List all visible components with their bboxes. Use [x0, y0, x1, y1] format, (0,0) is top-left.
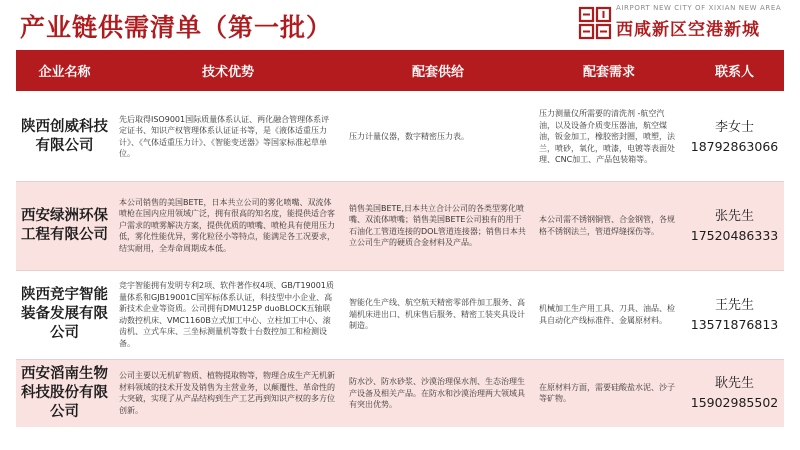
logo-chinese-text: 西咸新区空港新城	[616, 20, 760, 40]
company-name: 西安滔南生物科技股份有限公司	[16, 359, 113, 427]
column-header-supply: 配套供给	[343, 50, 533, 92]
table-row	[16, 181, 784, 270]
contact-cell	[685, 181, 784, 270]
supply-demand-table-container	[16, 50, 784, 427]
company-name: 陕西创威科技有限公司	[16, 92, 113, 181]
table-row	[16, 270, 784, 359]
supply-demand-table	[16, 50, 784, 427]
table-header-row	[16, 50, 784, 92]
contact-name: 张先生	[714, 208, 754, 224]
supply-offer: 智能化生产线、航空航天精密零部件加工服务、高端机床进出口、机床售后服务、精密工装夹具设计制造。	[343, 270, 533, 359]
supply-demand: 机械加工生产用工具、刀具、油品、检具自动化产线标准件、金属原材料。	[533, 270, 685, 359]
company-name: 西安绿洲环保工程有限公司	[16, 181, 113, 270]
company-name: 陕西竞宇智能装备发展有限公司	[16, 270, 113, 359]
tech-advantage: 竞宇智能拥有发明专利2项、软件著作权4项、GB/T19001质量体系和GJB19001C国军标体系认证，科技型中小企业、高新技术企业等资质。公司拥有DMU125P duoBLOCK五轴联动数控机床、VMC1160B立式加工中心、立柱加工中心、滚齿机、立式车床、三坐标测量机等数十台数控加工和检测设备。	[113, 270, 343, 359]
brand-logo	[578, 2, 788, 46]
page-header	[0, 0, 800, 50]
contact-phone: 15902985502	[690, 395, 779, 411]
supply-offer: 压力计量仪器，数字精密压力表。	[343, 92, 533, 181]
table-row	[16, 359, 784, 427]
column-header-contact: 联系人	[685, 50, 784, 92]
contact-phone: 18792863066	[690, 138, 779, 154]
page-title: 产业链供需清单（第一批）	[20, 13, 333, 42]
contact-phone: 13571876813	[690, 316, 779, 332]
contact-cell	[685, 359, 784, 427]
supply-offer: 销售美国BETE,日本共立合计公司的各类型雾化喷嘴、双流体喷嘴；销售美国BETE公司独有的用于石油化工管道连接的DOL管道连接器；销售日本共立公司生产的硬质合金材料及产品。	[343, 181, 533, 270]
contact-name: 王先生	[714, 297, 754, 313]
column-header-demand: 配套需求	[533, 50, 685, 92]
contact-cell	[685, 92, 784, 181]
contact-name: 耿先生	[714, 376, 754, 392]
contact-phone: 17520486333	[690, 227, 779, 243]
logo-mark-icon	[578, 6, 612, 40]
logo-english-text: AIRPORT NEW CITY OF XIXIAN NEW AREA	[616, 4, 782, 12]
supply-demand: 在原材料方面，需要硅酸盐水泥、沙子等矿物。	[533, 359, 685, 427]
contact-cell	[685, 270, 784, 359]
supply-demand: 本公司需不锈钢铜管、合金钢管，各规格不锈钢法兰，管道焊缝探伤等。	[533, 181, 685, 270]
table-row	[16, 92, 784, 181]
tech-advantage: 先后取得ISO9001国际质量体系认证、两化融合管理体系评定证书、知识产权管理体系认证证书等，是《液体适重压力计》、《气体适重压力计》、《智能变送器》等国家标准起草单位。	[113, 92, 343, 181]
column-header-company: 企业名称	[16, 50, 113, 92]
tech-advantage: 本公司销售的美国BETE，日本共立公司的雾化喷嘴、双流体喷枪在国内应用领域广泛，拥有很高的知名度，能提供适合客户需求的喷雾解决方案，提供优质的喷嘴、喷枪具有使用压力低，雾化性能优异，雾化粒径小等特点，能满足各工况要求，结实耐用，全寿命周期成本低。	[113, 181, 343, 270]
tech-advantage: 公司主要以无机矿物质、植物提取物等，物理合成生产无机新材料领域的技术开发及销售为主营业务，以颠覆性、革命性的大突破，实现了从产品结构到生产工艺再到知识产权的多方位创新。	[113, 359, 343, 427]
column-header-tech: 技术优势	[113, 50, 343, 92]
contact-name: 李女士	[714, 119, 754, 135]
supply-offer: 防水沙、防水砂浆、沙漠治理保水剂、生态治理生产设备及相关产品。在防水和沙漠治理两大领域具有突出优势。	[343, 359, 533, 427]
supply-demand: 压力测量仪所需要的清洗剂 -航空汽油，以及设备介质变压器油，航空煤油，钣金加工，橡胶密封圈，喷塑，法兰，喷砂，氧化，喷漆，电镀等表面处理、CNC加工、产品包装箱等。	[533, 92, 685, 181]
